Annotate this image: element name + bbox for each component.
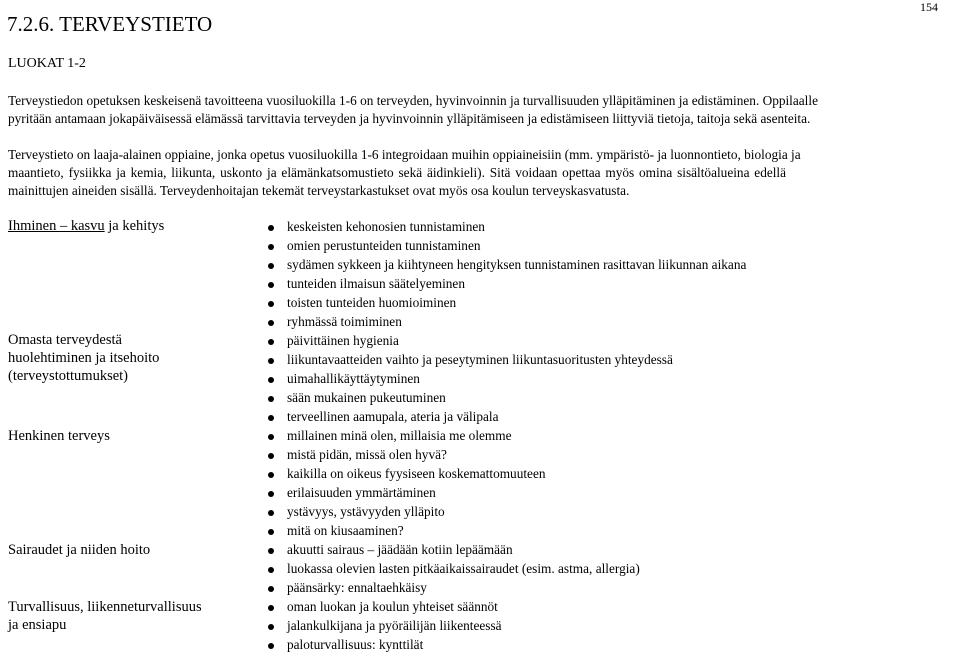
page-title: 7.2.6. TERVEYSTIETO (7, 12, 213, 36)
bullet-icon (268, 643, 274, 649)
topic-heading-self-care (8, 331, 159, 385)
bullet-icon (268, 415, 274, 421)
topic-heading-line: ja ensiapu (8, 617, 67, 633)
topic-heading-safety (8, 598, 202, 634)
intro-paragraph (8, 92, 953, 128)
list-item: toisten tunteiden huomioiminen (287, 295, 457, 310)
bullet-icon (268, 282, 274, 288)
topic-heading-line: Ihminen – kasvu ja kehitys (8, 218, 165, 234)
list-item: päivittäinen hygienia (287, 333, 399, 348)
bullet-icon (268, 548, 274, 554)
bullet-icon (268, 491, 274, 497)
integration-line: mainittujen aineiden sisällä. Terveydenhoitajan tekemät terveystarkastukset ovat myös osa koulun terveyskasvatusta. (8, 183, 630, 198)
topic-heading-illness (8, 541, 150, 559)
integration-paragraph (8, 146, 953, 200)
bullet-icon (268, 567, 274, 573)
list-item: kaikilla on oikeus fyysiseen koskemattomuuteen (287, 466, 546, 481)
list-item: päänsärky: ennaltaehkäisy (287, 580, 427, 595)
topic-heading-line: huolehtiminen ja itsehoito (8, 350, 160, 366)
integration-line: Terveystieto on laaja-alainen oppiaine, jonka opetus vuosiluokilla 1-6 integroidaan muihin oppiaineisiin (mm. ympäristö- ja luonnontieto, biologia ja (8, 147, 801, 162)
bullet-icon (268, 225, 274, 231)
topic-heading-line: Henkinen terveys (8, 428, 110, 444)
bullet-icon (268, 396, 274, 402)
intro-line: Terveystiedon opetuksen keskeisenä tavoitteena vuosiluokilla 1-6 on terveyden, hyvinvoinnin ja turvallisuuden ylläpitäminen ja edistäminen. Oppilaalle (8, 93, 818, 108)
bullet-icon (268, 244, 274, 250)
list-item: millainen minä olen, millaisia me olemme (287, 428, 512, 443)
integration-line: maantieto, fysiikka ja kemia, liikunta, uskonto ja elämänkatsomustieto sekä äidinkieli). Sitä voidaan opettaa myös omina sisältöalueina edellä (8, 165, 787, 180)
list-item: ystävyys, ystävyyden ylläpito (287, 504, 445, 519)
list-item: ryhmässä toimiminen (287, 314, 402, 329)
list-item: sään mukainen pukeutuminen (287, 390, 446, 405)
list-item: terveellinen aamupala, ateria ja välipala (287, 409, 499, 424)
bullet-icon (268, 586, 274, 592)
topic-heading-line: Omasta terveydestä (8, 332, 122, 348)
bullet-icon (268, 472, 274, 478)
intro-line: pyritään antamaan jokapäiväisessä elämässä tarvittavia terveyden ja hyvinvoinnin ylläpitämiseen ja edistämiseen liittyviä tietoja, taitoja sekä asenteita. (8, 111, 811, 126)
bullet-icon (268, 510, 274, 516)
grade-subtitle: LUOKAT 1-2 (8, 56, 86, 71)
bullet-icon (268, 320, 274, 326)
topic-heading-line: (terveystottumukset) (8, 368, 129, 384)
bullet-icon (268, 605, 274, 611)
list-item: sydämen sykkeen ja kiihtyneen hengityksen tunnistaminen rasittavan liikunnan aikana (287, 257, 747, 272)
bullet-icon (268, 434, 274, 440)
list-item: tunteiden ilmaisun säätelyeminen (287, 276, 465, 291)
list-item: erilaisuuden ymmärtäminen (287, 485, 436, 500)
list-item: liikuntavaatteiden vaihto ja peseytyminen liikuntasuoritusten yhteydessä (287, 352, 673, 367)
topic-heading-mental-health (8, 427, 110, 445)
topic-heading-line: Sairaudet ja niiden hoito (8, 542, 151, 558)
bullet-icon (268, 358, 274, 364)
topic-heading-line: Turvallisuus, liikenneturvallisuus (8, 599, 202, 615)
page-number: 154 (920, 0, 938, 14)
list-item: mitä on kiusaaminen? (287, 523, 404, 538)
bullet-icon (268, 301, 274, 307)
list-item: mistä pidän, missä olen hyvä? (287, 447, 447, 462)
list-item: uimahallikäyttäytyminen (287, 371, 420, 386)
topic-heading-growth (8, 217, 164, 235)
list-item: oman luokan ja koulun yhteiset säännöt (287, 599, 498, 614)
bullet-icon (268, 529, 274, 535)
bullet-icon (268, 263, 274, 269)
bullet-icon (268, 453, 274, 459)
list-item: akuutti sairaus – jäädään kotiin lepäämään (287, 542, 513, 557)
list-item: keskeisten kehonosien tunnistaminen (287, 219, 485, 234)
bullet-icon (268, 377, 274, 383)
list-item: paloturvallisuus: kynttilät (287, 637, 424, 652)
bullet-icon (268, 339, 274, 345)
list-item: jalankulkijana ja pyöräilijän liikenteessä (287, 618, 502, 633)
bullet-icon (268, 624, 274, 630)
list-item: omien perustunteiden tunnistaminen (287, 238, 481, 253)
list-item: luokassa olevien lasten pitkäaikaissairaudet (esim. astma, allergia) (287, 561, 640, 576)
